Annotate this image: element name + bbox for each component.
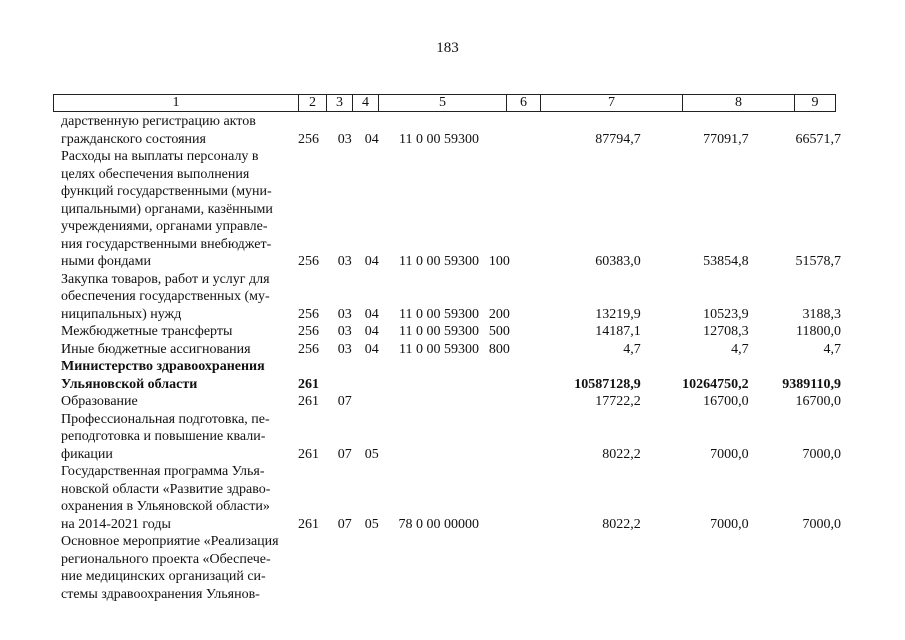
row-description <box>61 113 292 148</box>
cell-c2: 261 <box>297 376 319 392</box>
header-cell: 8 <box>683 95 795 111</box>
table-body <box>61 113 841 603</box>
cell-c6: 800 <box>488 341 510 357</box>
table-row <box>61 341 841 359</box>
header-cell: 6 <box>507 95 541 111</box>
cell-c8: 12708,3 <box>703 324 749 339</box>
description-line: Образование <box>61 394 138 409</box>
row-description <box>61 393 292 411</box>
description-line: обеспечения государственных (му- <box>61 289 270 304</box>
cell-c9: 3188,3 <box>802 306 841 322</box>
header-cell: 2 <box>299 95 327 111</box>
cell-c8: 10264750,2 <box>682 376 749 392</box>
cell-c9: 7000,0 <box>802 446 841 462</box>
description-line: Закупка товаров, работ и услуг для <box>61 271 270 287</box>
description-line: Основное мероприятие «Реализация <box>61 534 279 549</box>
description-line: ния государственными внебюджет- <box>61 236 272 252</box>
description-line: на 2014-2021 годы <box>61 516 171 532</box>
cell-c9: 11800,0 <box>796 324 841 339</box>
cell-c3: 03 <box>337 341 352 357</box>
cell-c3: 03 <box>337 324 352 339</box>
cell-c7: 10587128,9 <box>574 376 641 392</box>
cell-c5: 11 0 00 59300 <box>398 341 479 357</box>
cell-c2: 261 <box>297 516 319 532</box>
cell-c2: 256 <box>297 324 319 339</box>
cell-c4: 04 <box>364 341 379 357</box>
cell-c7: 4,7 <box>623 341 641 357</box>
cell-c8: 7000,0 <box>710 516 749 532</box>
cell-c6: 500 <box>488 324 510 339</box>
cell-c3: 03 <box>337 131 352 147</box>
description-line: дарственную регистрацию актов <box>61 114 256 129</box>
table-row <box>61 271 841 324</box>
cell-c5: 11 0 00 59300 <box>398 254 479 269</box>
description-line: Расходы на выплаты персоналу в <box>61 149 259 164</box>
cell-c9: 7000,0 <box>802 516 841 532</box>
cell-c2: 256 <box>297 131 319 147</box>
description-line: Профессиональная подготовка, пе- <box>61 411 270 427</box>
row-description <box>61 358 292 393</box>
cell-c7: 14187,1 <box>595 324 641 339</box>
cell-c8: 53854,8 <box>703 254 749 269</box>
description-line: гражданского состояния <box>61 131 206 147</box>
cell-c3: 07 <box>337 516 352 532</box>
cell-c6: 200 <box>488 306 510 322</box>
row-description <box>61 148 292 271</box>
table-row <box>61 411 841 464</box>
description-line: Межбюджетные трансферты <box>61 324 233 339</box>
cell-c5: 78 0 00 00000 <box>398 516 479 532</box>
description-line: Государственная программа Улья- <box>61 464 265 479</box>
cell-c8: 4,7 <box>731 341 749 357</box>
description-line: фикации <box>61 446 113 462</box>
cell-c3: 03 <box>337 254 352 269</box>
cell-c3: 07 <box>337 446 352 462</box>
cell-c8: 77091,7 <box>703 131 749 147</box>
cell-c3: 07 <box>337 394 352 409</box>
cell-c2: 256 <box>297 254 319 269</box>
description-line: регионального проекта «Обеспече- <box>61 551 271 567</box>
table-row <box>61 148 841 271</box>
cell-c2: 256 <box>297 306 319 322</box>
cell-c7: 8022,2 <box>602 446 641 462</box>
table-row <box>61 393 841 411</box>
description-line: функций государственными (муни- <box>61 184 272 199</box>
row-description <box>61 323 292 341</box>
cell-c7: 87794,7 <box>595 131 641 147</box>
description-line: ниципальных) нужд <box>61 306 182 322</box>
cell-c7: 60383,0 <box>595 254 641 269</box>
description-line: Иные бюджетные ассигнования <box>61 341 251 357</box>
cell-c4: 04 <box>364 324 379 339</box>
cell-c5: 11 0 00 59300 <box>398 324 479 339</box>
row-description <box>61 411 292 464</box>
header-cell: 4 <box>353 95 379 111</box>
header-cell: 1 <box>54 95 299 111</box>
cell-c9: 66571,7 <box>795 131 841 147</box>
cell-c9: 9389110,9 <box>782 376 841 392</box>
header-cell: 7 <box>541 95 683 111</box>
description-line: охранения в Ульяновской области» <box>61 499 270 514</box>
cell-c6: 100 <box>488 254 510 269</box>
cell-c9: 4,7 <box>823 341 841 357</box>
description-line: ципальными) органами, казёнными <box>61 201 273 217</box>
cell-c5: 11 0 00 59300 <box>398 306 479 322</box>
description-line: ными фондами <box>61 254 152 269</box>
row-description <box>61 533 292 603</box>
page-number: 183 <box>436 40 459 56</box>
cell-c9: 51578,7 <box>795 254 841 269</box>
row-description <box>61 463 292 533</box>
description-line: ние медицинских организаций си- <box>61 569 266 584</box>
description-line: учреждениями, органами управле- <box>61 219 268 234</box>
cell-c7: 8022,2 <box>602 516 641 532</box>
table-row <box>61 463 841 533</box>
cell-c8: 10523,9 <box>703 306 749 322</box>
description-line: новской области «Развитие здраво- <box>61 481 271 497</box>
cell-c5: 11 0 00 59300 <box>398 131 479 147</box>
description-line: реподготовка и повышение квали- <box>61 429 266 444</box>
header-cell: 9 <box>811 95 819 110</box>
row-description <box>61 271 292 324</box>
cell-c9: 16700,0 <box>795 394 841 409</box>
cell-c4: 04 <box>364 131 379 147</box>
cell-c4: 05 <box>364 516 379 532</box>
cell-c4: 04 <box>364 306 379 322</box>
header-cell: 5 <box>379 95 507 111</box>
table-row <box>61 323 841 341</box>
description-line: стемы здравоохранения Ульянов- <box>61 586 260 602</box>
cell-c8: 7000,0 <box>710 446 749 462</box>
cell-c4: 05 <box>364 446 379 462</box>
header-cell: 3 <box>327 95 353 111</box>
description-line: Министерство здравоохранения <box>61 359 265 374</box>
cell-c3: 03 <box>337 306 352 322</box>
cell-c4: 04 <box>364 254 379 269</box>
cell-c2: 261 <box>297 446 319 462</box>
table-row <box>61 113 841 148</box>
table-row <box>61 533 841 603</box>
cell-c8: 16700,0 <box>703 394 749 409</box>
cell-c7: 17722,2 <box>595 394 641 409</box>
row-description <box>61 341 292 359</box>
cell-c7: 13219,9 <box>595 306 641 322</box>
cell-c2: 261 <box>297 394 319 409</box>
description-line: целях обеспечения выполнения <box>61 166 250 182</box>
description-line: Ульяновской области <box>61 376 198 392</box>
cell-c2: 256 <box>297 341 319 357</box>
table-row <box>61 358 841 393</box>
table-header <box>53 94 836 112</box>
